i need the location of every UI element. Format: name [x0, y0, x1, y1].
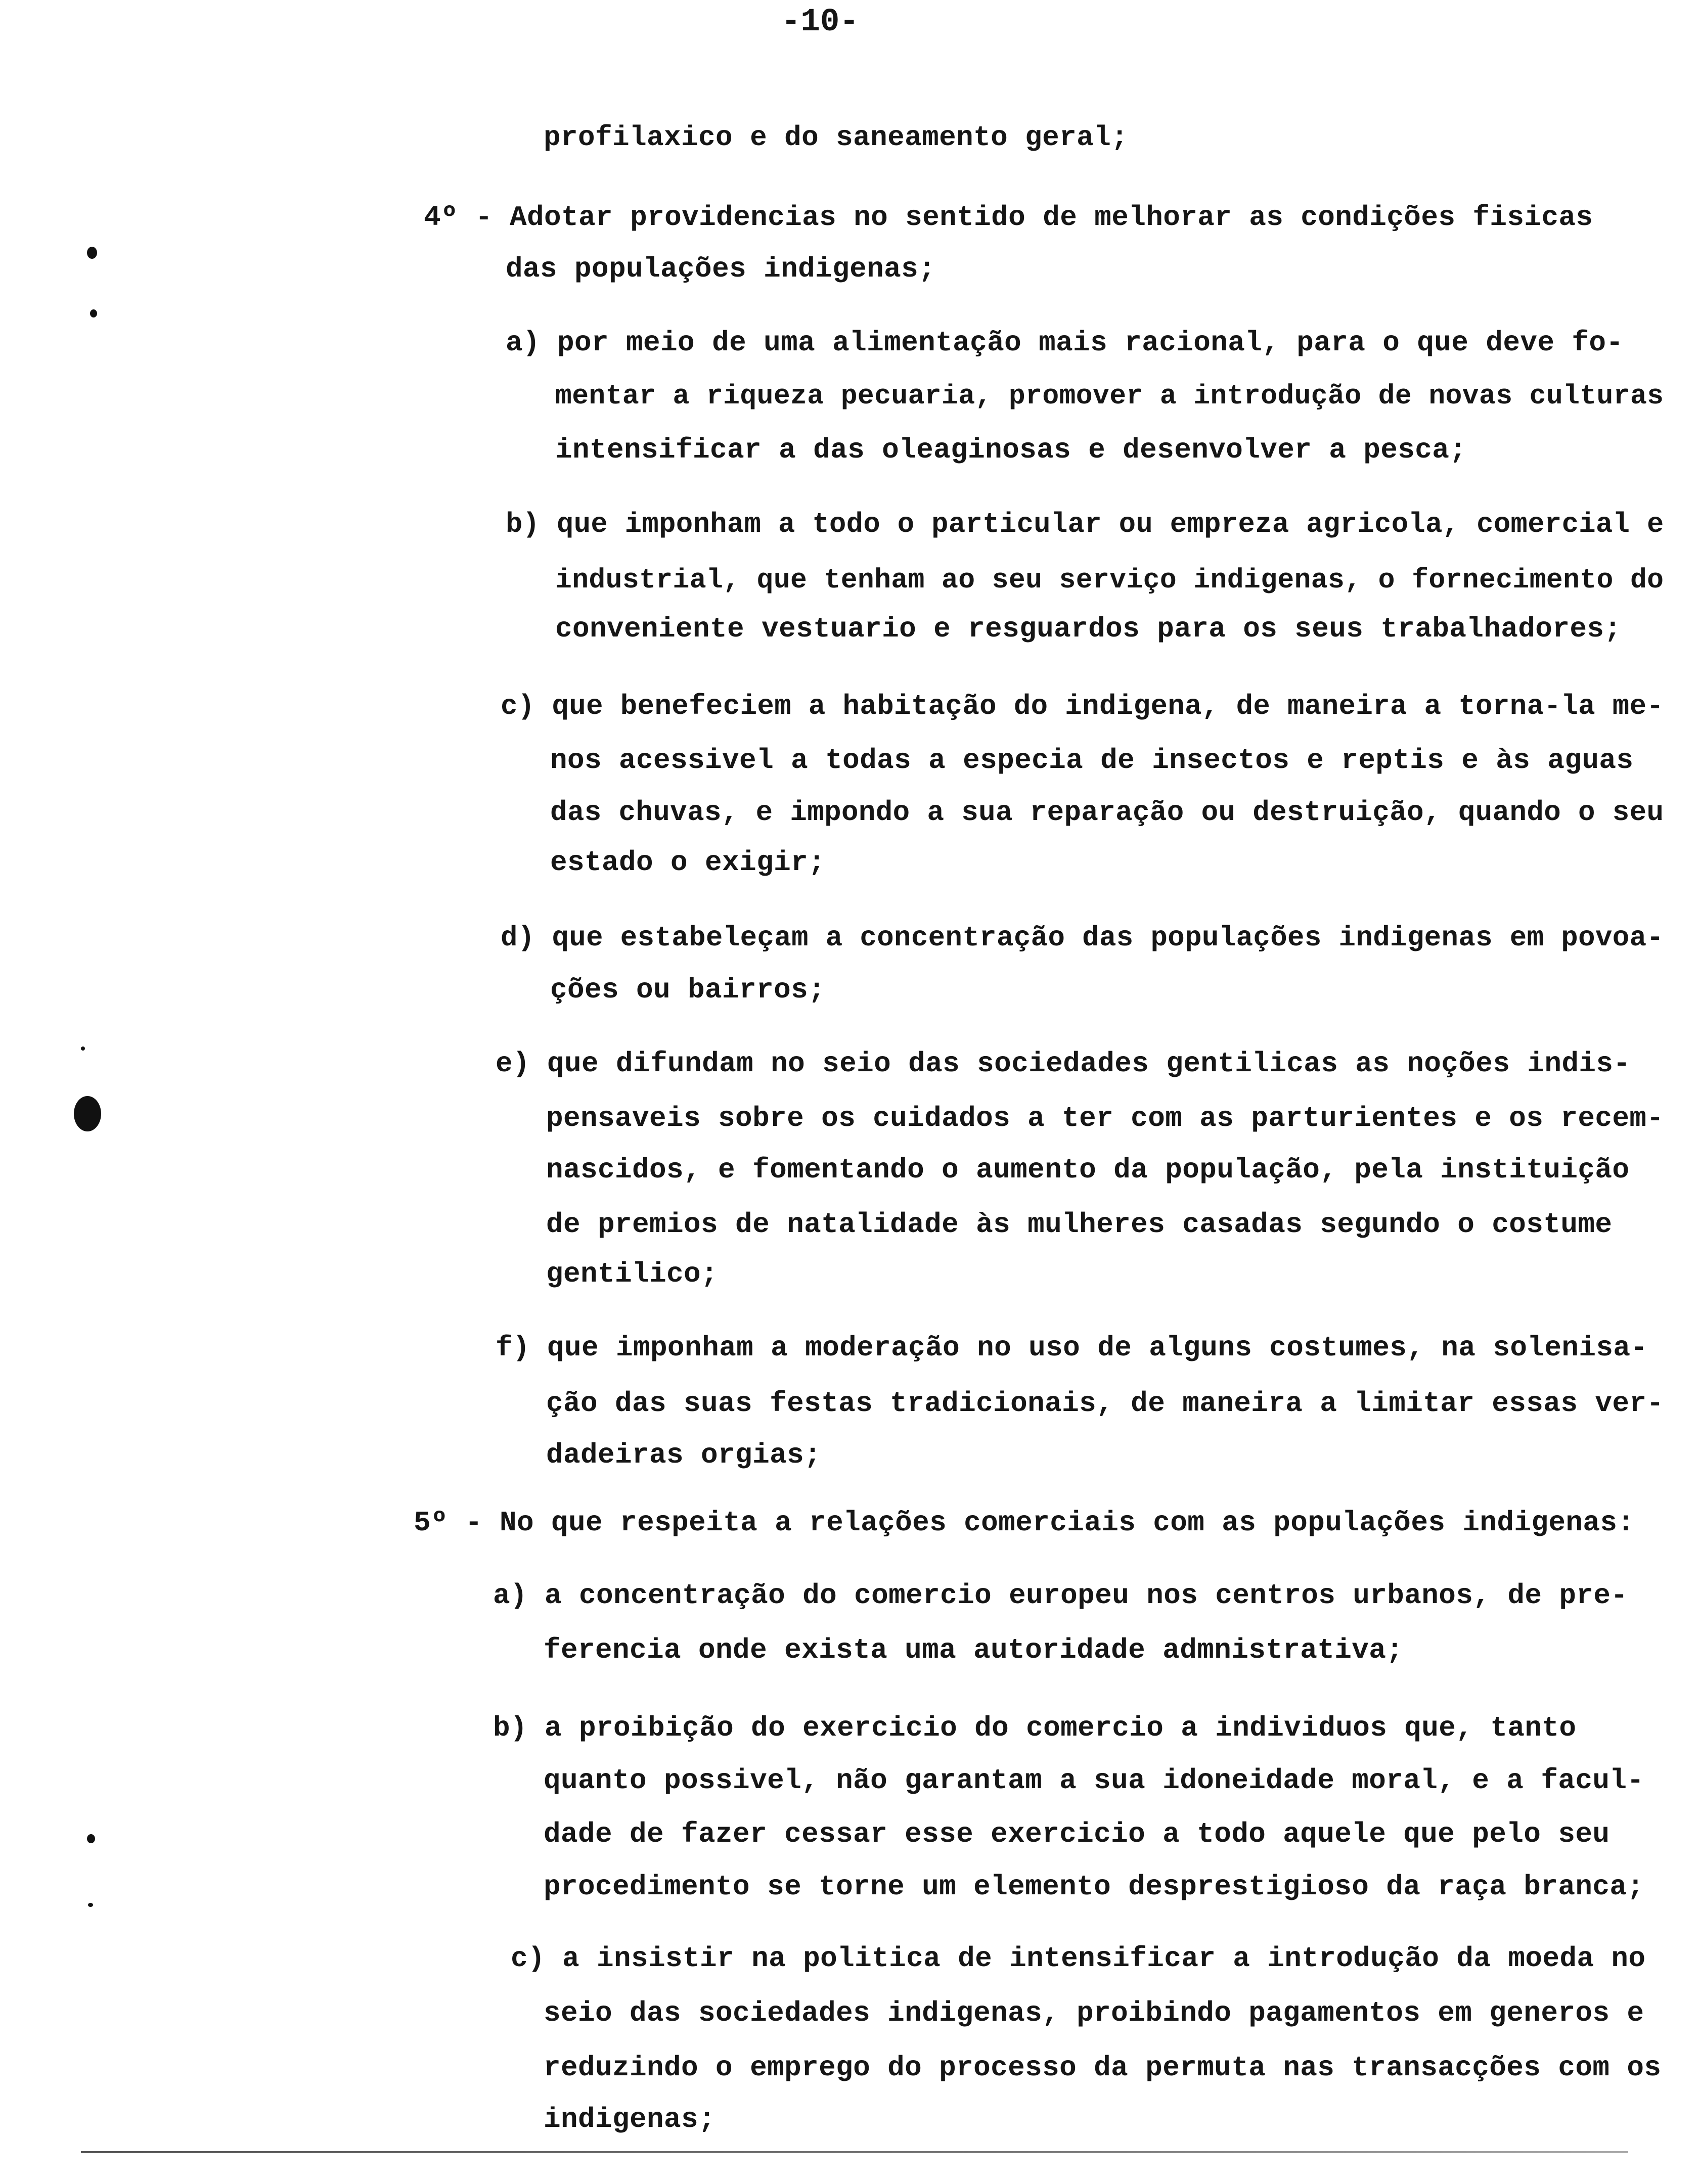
text-line: a) por meio de uma alimentação mais racional, para o que deve fo- [506, 327, 1624, 359]
text-line: nascidos, e fomentando o aumento da população, pela instituição [546, 1154, 1630, 1186]
text-line: pensaveis sobre os cuidados a ter com as parturientes e os recem- [546, 1102, 1664, 1134]
text-line: de premios de natalidade às mulheres casadas segundo o costume [546, 1208, 1613, 1241]
text-line: b) a proibição do exercicio do comercio a individuos que, tanto [493, 1712, 1577, 1744]
page-number: -10- [781, 4, 859, 40]
text-line: das chuvas, e impondo a sua reparação ou destruição, quando o seu [550, 797, 1664, 829]
text-line: ções ou bairros; [550, 974, 826, 1006]
text-line: ção das suas festas tradicionais, de maneira a limitar essas ver- [546, 1387, 1664, 1420]
text-line: f) que imponham a moderação no uso de alguns costumes, na solenisa- [496, 1332, 1648, 1364]
text-line: nos acessivel a todas a especia de insectos e reptis e às aguas [550, 744, 1634, 777]
text-line: dadeiras orgias; [546, 1439, 822, 1471]
text-line: a) a concentração do comercio europeu nos centros urbanos, de pre- [493, 1579, 1628, 1612]
text-line: conveniente vestuario e resguardos para os seus trabalhadores; [555, 613, 1622, 645]
text-line: e) que difundam no seio das sociedades gentilicas as noções indis- [496, 1048, 1631, 1080]
text-line: dade de fazer cessar esse exercicio a todo aquele que pelo seu [544, 1818, 1610, 1850]
text-line: estado o exigir; [550, 846, 826, 879]
margin-mark [81, 1046, 85, 1051]
text-line: industrial, que tenham ao seu serviço indigenas, o fornecimento do [555, 565, 1664, 596]
text-line: procedimento se torne um elemento desprestigioso da raça branca; [544, 1871, 1644, 1903]
text-line: 5º - No que respeita a relações comerciais com as populações indigenas: [414, 1507, 1635, 1539]
text-line: b) que imponham a todo o particular ou empreza agricola, comercial e [506, 509, 1664, 540]
text-line: indigenas; [544, 2103, 716, 2135]
text-line: das populações indigenas; [506, 253, 936, 285]
text-line: 4º - Adotar providencias no sentido de melhorar as condições fisicas [424, 201, 1593, 234]
text-line: mentar a riqueza pecuaria, promover a introdução de novas culturas [555, 381, 1664, 412]
margin-mark [90, 309, 97, 317]
text-line: quanto possivel, não garantam a sua idoneidade moral, e a facul- [544, 1764, 1644, 1797]
text-line: c) que benefeciem a habitação do indigena, de maneira a torna-la me- [501, 691, 1664, 722]
bottom-rule [81, 2151, 1628, 2153]
text-line: c) a insistir na politica de intensificar a introdução da moeda no [511, 1942, 1646, 1975]
text-line: d) que estabeleçam a concentração das populações indigenas em povoa- [501, 922, 1664, 954]
text-line: ferencia onde exista uma autoridade admnistrativa; [544, 1634, 1404, 1666]
margin-mark [88, 1903, 93, 1907]
text-line: gentilico; [546, 1258, 719, 1290]
margin-mark [87, 247, 97, 259]
margin-mark [74, 1096, 101, 1131]
margin-mark [87, 1834, 95, 1843]
text-line: reduzindo o emprego do processo da permuta nas transacções com os [544, 2052, 1662, 2084]
text-line: profilaxico e do saneamento geral; [544, 121, 1129, 154]
text-line: intensificar a das oleaginosas e desenvolver a pesca; [555, 434, 1467, 466]
text-line: seio das sociedades indigenas, proibindo pagamentos em generos e [544, 1997, 1644, 2029]
